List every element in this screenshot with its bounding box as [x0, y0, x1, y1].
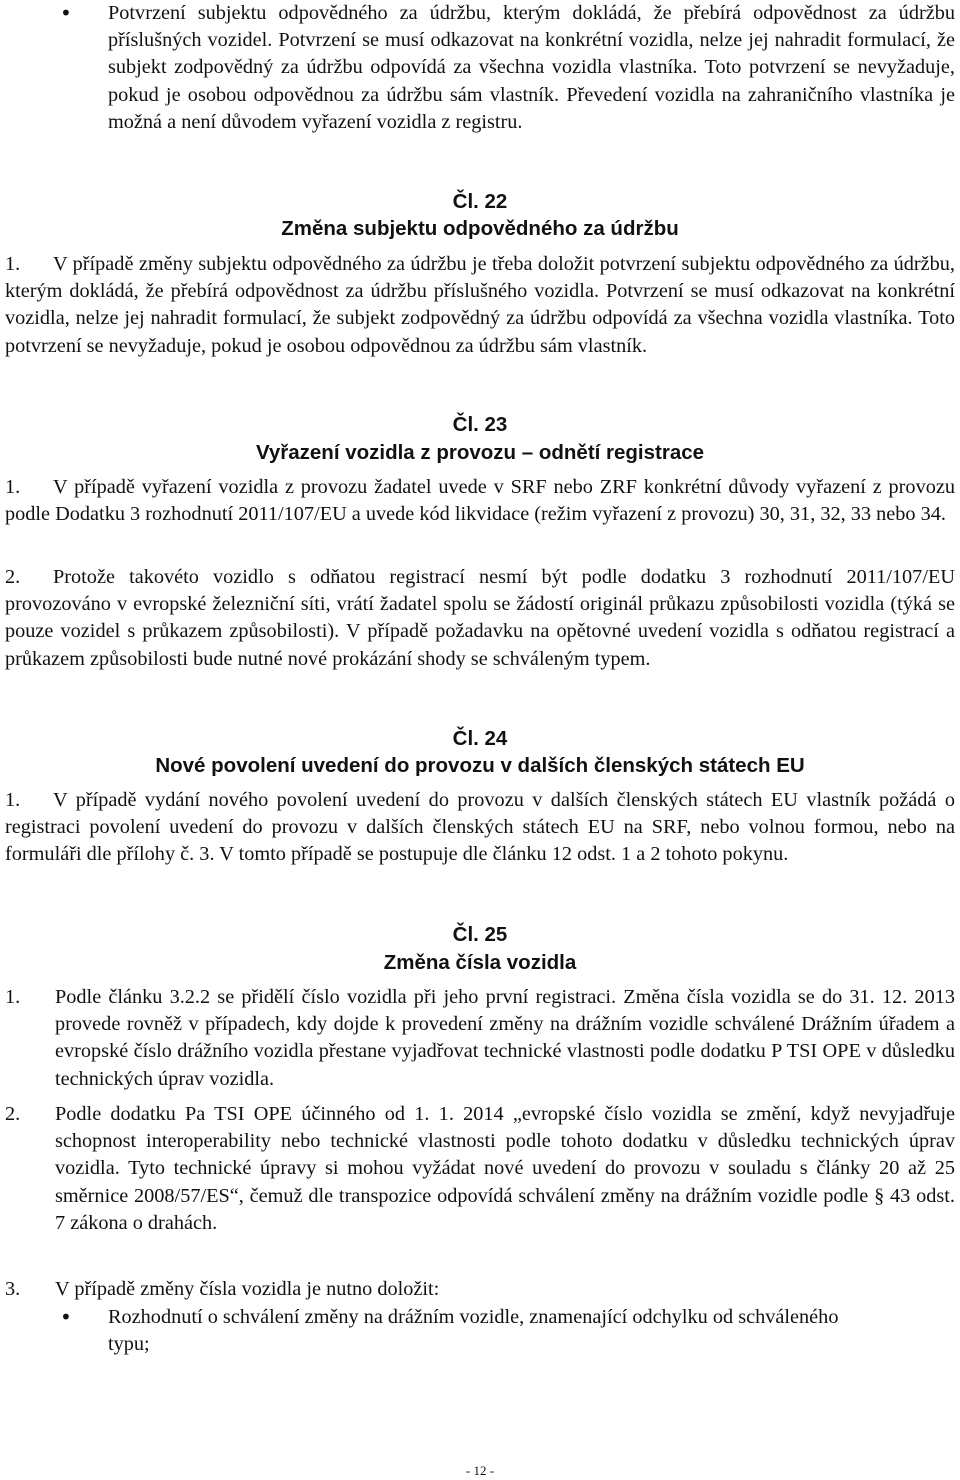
paragraph-number: 1. [5, 253, 21, 275]
paragraph-text: V případě změny čísla vozidla je nutno doložit: [55, 1278, 440, 1300]
bullet-item [60, 1304, 860, 1358]
bullet-dot: • [60, 1305, 72, 1329]
paragraph-number: 2. [5, 1103, 21, 1125]
article-title: Nové povolení uvedení do provozu v dalších členských státech EU [155, 754, 805, 777]
article-number: Čl. 22 [452, 190, 508, 213]
paragraph-number: 1. [5, 986, 21, 1008]
paragraph-text: V případě změny subjektu odpovědného za údržbu je třeba doložit potvrzení subjektu odpovědného za údržbu, kterým dokládá, že přebírá odpovědnost za údržbu příslušného vozidla. Potvrzení se musí odkazovat na konkrétní vozidla, nelze jej nahradit formulací, že subjekt zodpovědný za údržbu odpovídá za všechna vozidla vlastníka. Toto potvrzení se nevyžaduje, pokud je osobou odpovědnou za údržbu sám vlastník. [5, 253, 955, 357]
article-number: Čl. 25 [452, 923, 508, 946]
article-number: Čl. 24 [452, 727, 508, 750]
paragraph-text: Podle článku 3.2.2 se přidělí číslo vozidla při jeho první registraci. Změna čísla vozidla se do 31. 12. 2013 provede rovněž v případech, kdy dojde k provedení změny na drážním vozidle schválené Drážním úřadem a evropské číslo drážního vozidla přestane vyjadřovat technické vlastnosti podle dodatku P TSI OPE v důsledku technických úprav vozidla. [55, 986, 955, 1090]
bullet-dot: • [60, 1, 72, 25]
article-title: Změna čísla vozidla [383, 951, 577, 974]
numbered-paragraph [5, 1101, 955, 1271]
paragraph-number: 1. [5, 789, 21, 811]
numbered-paragraph [5, 474, 955, 559]
paragraph-text: Protože takovéto vozidlo s odňatou registrací nesmí být podle dodatku 3 rozhodnutí 2011/107/EU provozováno v evropské železniční síti, vrátí žadatel spolu se žádostí originál průkazu způsobilosti vozidla (týká se pouze vozidel s průkazem způsobilosti). V případě požadavku na opětovné uvedení vozidla s odňatou registrací a průkazem způsobilosti bude nutné nové prokázání shody se schváleným typem. [5, 566, 955, 670]
paragraph-text: V případě vyřazení vozidla z provozu žadatel uvede v SRF nebo ZRF konkrétní důvody vyřazení z provozu podle Dodatku 3 rozhodnutí 2011/107/EU a uvede kód likvidace (režim vyřazení z provozu) 30, 31, 32, 33 nebo 34. [5, 476, 955, 526]
numbered-paragraph [5, 787, 955, 899]
paragraph-number: 3. [5, 1278, 21, 1300]
bullet-text: Rozhodnutí o schválení změny na drážním vozidle, znamenající odchylku od schváleného typu; [108, 1306, 839, 1356]
article-title: Změna subjektu odpovědného za údržbu [281, 217, 679, 240]
paragraph-text: V případě vydání nového povolení uvedení do provozu v dalších členských státech EU vlastník požádá o registraci povolení uvedení do provozu v dalších členských státech EU na SRF, nebo volnou formou, nebo na formuláři dle přílohy č. 3. V tomto případě se postupuje dle článku 12 odst. 1 a 2 tohoto pokynu. [5, 789, 955, 866]
numbered-paragraph [5, 251, 955, 391]
page-number: - 12 - [465, 1463, 495, 1478]
numbered-paragraph [5, 564, 955, 704]
bullet-text: Potvrzení subjektu odpovědného za údržbu, kterým dokládá, že přebírá odpovědnost za údržbu příslušných vozidel. Potvrzení se musí odkazovat na konkrétní vozidla, nelze jej nahradit formulací, že subjekt zodpovědný za údržbu odpovídá za všechna vozidla vlastníka. Toto potvrzení se nevyžaduje, pokud je osobou odpovědnou za údržbu sám vlastník. Převedení vozidla na zahraničního vlastníka je možná a není důvodem vyřazení vozidla z registru. [108, 2, 955, 133]
paragraph-number: 2. [5, 566, 21, 588]
article-title: Vyřazení vozidla z provozu – odnětí registrace [255, 441, 705, 464]
paragraph-number: 1. [5, 476, 21, 498]
article-number: Čl. 23 [452, 413, 508, 436]
paragraph-text: Podle dodatku Pa TSI OPE účinného od 1. 1. 2014 „evropské číslo vozidla se změní, když nevyjadřuje schopnost interoperability nebo technické vlastnosti podle tohoto dodatku v důsledku technických úprav vozidla. Tyto technické úpravy si mohou vyžádat nové uvedení do provozu v souladu s články 20 až 25 směrnice 2008/57/ES“, čemuž dle transpozice odpovídá schválení změny na drážním vozidle podle § 43 odst. 7 zákona o drahách. [55, 1103, 955, 1234]
numbered-paragraph [5, 1276, 955, 1306]
bullet-item [60, 0, 955, 136]
numbered-paragraph [5, 984, 955, 1096]
